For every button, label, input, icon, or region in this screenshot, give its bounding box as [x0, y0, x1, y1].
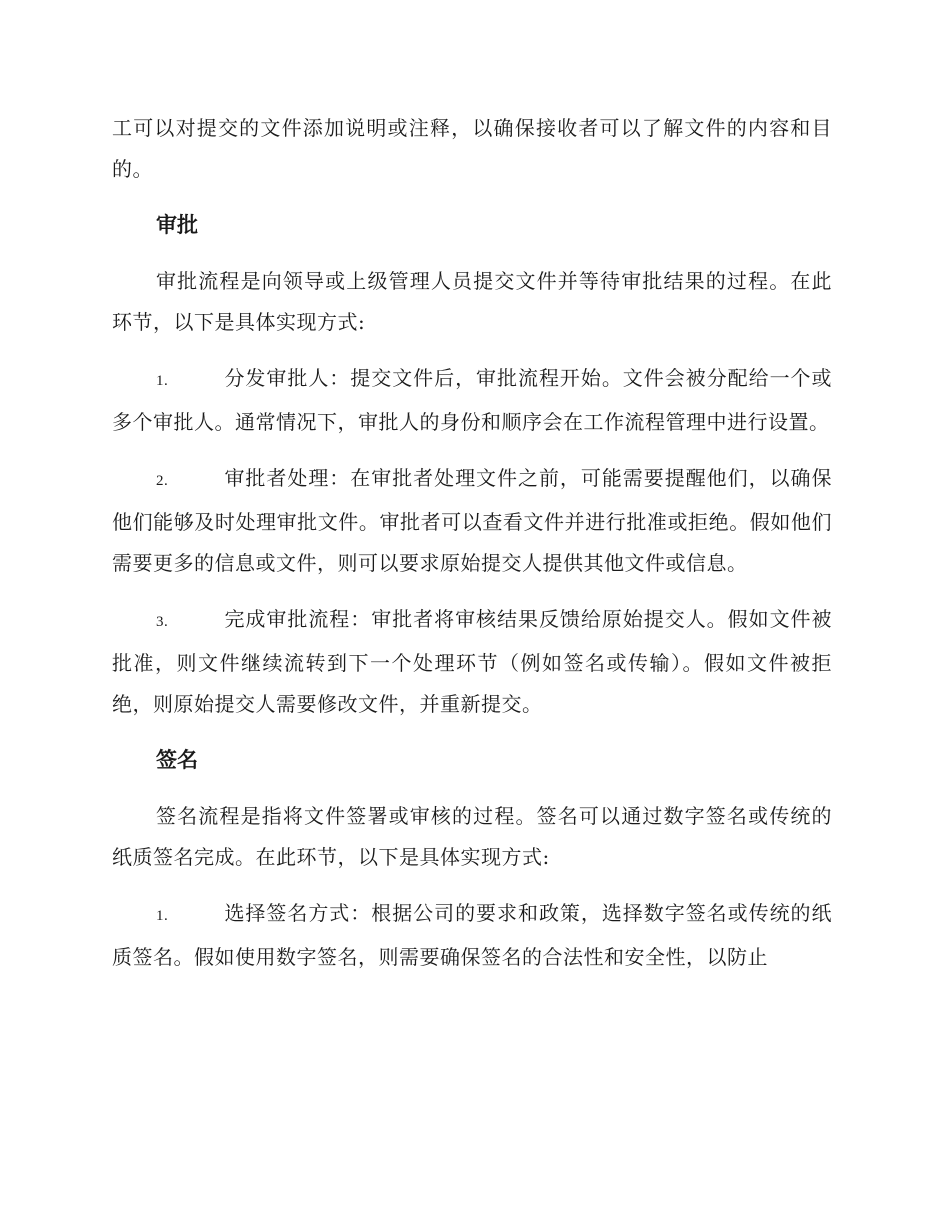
approval-intro: 审批流程是向领导或上级管理人员提交文件并等待审批结果的过程。在此环节，以下是具体实现方式: — [112, 269, 832, 334]
list-item-text: 审批者处理：在审批者处理文件之前，可能需要提醒他们，以确保他们能够及时处理审批文件。审批者可以查看文件并进行批准或拒绝。假如他们需要更多的信息或文件，则可以要求原始提交人提供其他文件或信息。 — [112, 466, 832, 575]
approval-item-3 — [112, 599, 832, 725]
signature-intro: 签名流程是指将文件签署或审核的过程。签名可以通过数字签名或传统的纸质签名完成。在此环节，以下是具体实现方式: — [112, 804, 832, 869]
list-number: 1. — [156, 908, 169, 924]
list-item-text: 选择签名方式：根据公司的要求和政策，选择数字签名或传统的纸质签名。假如使用数字签名，则需要确保签名的合法性和安全性，以防止 — [112, 901, 832, 969]
list-number: 3. — [156, 614, 169, 630]
approval-item-1 — [112, 358, 832, 443]
list-item-text: 完成审批流程：审批者将审核结果反馈给原始提交人。假如文件被批准，则文件继续流转到下一个处理环节（例如签名或传输）。假如文件被拒绝，则原始提交人需要修改文件，并重新提交。 — [112, 607, 832, 716]
list-number: 1. — [156, 373, 169, 389]
approval-item-2 — [112, 458, 832, 584]
list-number: 2. — [156, 473, 169, 489]
document-body — [112, 108, 832, 978]
signature-item-1 — [112, 893, 832, 978]
intro-paragraph: 工可以对提交的文件添加说明或注释，以确保接收者可以了解文件的内容和目的。 — [112, 116, 832, 181]
approval-heading: 审批 — [156, 213, 198, 237]
signature-heading: 签名 — [156, 748, 198, 772]
list-item-text: 分发审批人：提交文件后，审批流程开始。文件会被分配给一个或多个审批人。通常情况下，审批人的身份和顺序会在工作流程管理中进行设置。 — [112, 366, 832, 434]
